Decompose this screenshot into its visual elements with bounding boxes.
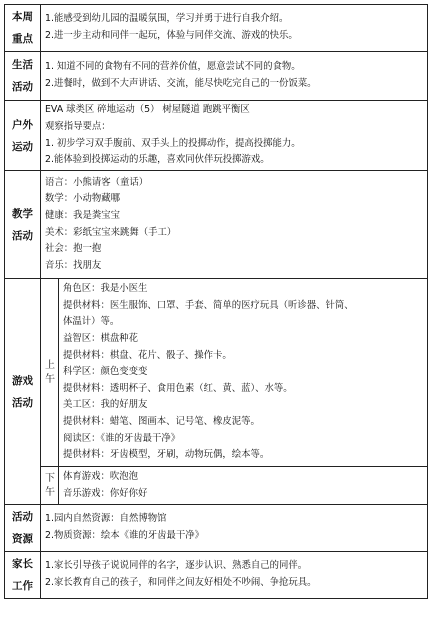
row-activity-resources (5, 505, 428, 552)
row-weekly-focus (5, 5, 428, 52)
content-line: 提供材料：医生服饰、口罩、手套、简单的医疗玩具（听诊器、针筒、 (63, 299, 354, 311)
label-line: 活动 (12, 229, 33, 242)
label-line: 活动 (12, 396, 33, 409)
content-line: 提供材料：棋盘、花片、骰子、操作卡。 (63, 349, 232, 361)
label-line: 上 (45, 359, 55, 371)
content-line: 阅读区：《谁的牙齿最干净》 (63, 432, 181, 444)
label-line: 午 (45, 486, 55, 498)
row-parent-work (5, 552, 428, 599)
content-line: 观察指导要点： (45, 120, 111, 132)
content-line: 体温计）等。 (63, 316, 120, 328)
content-outdoor-sports (41, 101, 428, 171)
content-line: 科学区：颜色变变变 (63, 366, 148, 378)
content-line: 社会：抱一抱 (45, 243, 102, 255)
content-life-activity (41, 52, 428, 101)
content-parent-work (41, 552, 428, 599)
label-teaching-activity (5, 171, 41, 279)
label-life-activity (5, 52, 41, 101)
content-line: 角色区：我是小医生 (63, 283, 148, 295)
row-game-afternoon (5, 467, 428, 505)
row-game-morning (5, 279, 428, 467)
label-line: 生活 (12, 59, 33, 71)
content-line: 音乐游戏：你好你好 (63, 487, 148, 499)
content-line: 体育游戏：吹泡泡 (63, 470, 139, 482)
content-line: 2.家长教育自己的孩子，和同伴之间友好相处不吵闹、争抢玩具。 (45, 577, 317, 588)
content-line: 数学：小动物藏哪 (45, 193, 121, 205)
label-line: 午 (45, 373, 55, 385)
label-game-activity (5, 279, 41, 505)
weekly-plan-table (4, 4, 428, 599)
label-line: 教学 (12, 207, 33, 220)
label-parent-work (5, 552, 41, 599)
label-line: 工作 (12, 580, 33, 592)
label-activity-resources (5, 505, 41, 552)
content-line: 2.进一步主动和同伴一起玩，体验与同伴交流、游戏的快乐。 (45, 30, 298, 41)
content-line: 1. 知道不同的食物有不同的营养价值，愿意尝试不同的食物。 (45, 61, 301, 73)
label-weekly-focus (5, 5, 41, 52)
content-line: 1.家长引导孩子说说同伴的名字，逐步认识、熟悉自己的同伴。 (45, 560, 308, 572)
content-weekly-focus (41, 5, 428, 52)
label-line: 资源 (12, 533, 33, 545)
content-line: 美术：彩纸宝宝来跳舞（手工） (45, 226, 177, 238)
content-teaching-activity (41, 171, 428, 279)
content-line: 美工区：我的好朋友 (63, 399, 148, 411)
label-line: 下 (45, 472, 55, 484)
row-teaching-activity (5, 171, 428, 279)
label-line: 户外 (12, 118, 33, 131)
content-activity-resources (41, 505, 428, 552)
row-outdoor-sports (5, 101, 428, 171)
row-life-activity (5, 52, 428, 101)
label-line: 活动 (12, 511, 33, 523)
label-line: 活动 (12, 81, 33, 93)
content-line: 提供材料：透明杯子、食用色素（红、黄、蓝）、水等。 (63, 382, 293, 394)
content-line: EVA 球类区 碎地运动（5） 树屋隧道 跑跳平衡区 (45, 104, 250, 116)
label-line: 家长 (12, 558, 33, 570)
label-line: 游戏 (12, 374, 33, 387)
label-line: 本周 (12, 11, 33, 23)
content-line: 提供材料：蜡笔、图画本、记号笔、橡皮泥等。 (63, 415, 260, 427)
content-line: 语言：小熊请客（童话） (45, 176, 149, 188)
label-line: 运动 (12, 140, 33, 153)
content-line: 音乐：找朋友 (45, 259, 102, 271)
content-line: 2.能体验到投掷运动的乐趣，喜欢同伙伴玩投掷游戏。 (45, 154, 270, 166)
content-game-afternoon (59, 467, 428, 505)
label-morning (41, 279, 59, 467)
content-line: 健康：我是粪宝宝 (45, 209, 121, 221)
label-outdoor-sports (5, 101, 41, 171)
content-line: 2.物质资源：绘本《谁的牙齿最干净》 (45, 530, 204, 541)
label-line: 重点 (12, 33, 33, 45)
content-line: 1.能感受到幼儿园的温暖氛围，学习并勇于进行自我介绍。 (45, 13, 289, 25)
label-afternoon (41, 467, 59, 505)
content-line: 益智区：棋盘种花 (63, 333, 139, 345)
content-line: 1.园内自然资源：自然博物馆 (45, 513, 167, 525)
content-game-morning (59, 279, 428, 467)
content-line: 2.进餐时，做到不大声讲话、交流，能尽快吃完自己的一份饭菜。 (45, 78, 317, 89)
content-line: 1. 初步学习双手腹前、双手头上的投掷动作，提高投掷能力。 (45, 137, 301, 149)
content-line: 提供材料：牙齿模型，牙刷，动物玩偶，绘本等。 (63, 449, 270, 461)
